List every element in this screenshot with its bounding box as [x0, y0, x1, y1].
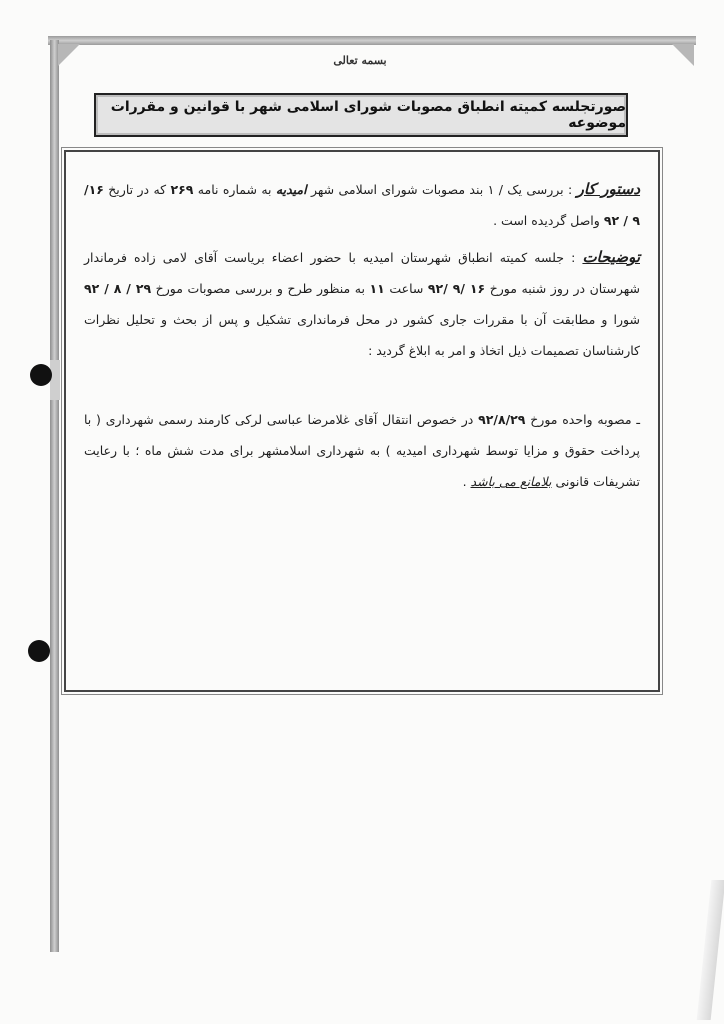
resolution-verdict: بلامانع می باشد — [470, 474, 552, 489]
frame-top-border — [48, 36, 696, 45]
explanations-paragraph — [84, 242, 640, 366]
agenda-date: ۱۶/ ۹ / ۹۲ — [84, 182, 640, 228]
agenda-text-4: واصل گردیده است . — [493, 213, 600, 228]
explanations-date: ۱۶ /۹ /۹۲ — [427, 281, 486, 296]
explanations-text-2: ساعت — [389, 281, 424, 296]
explanations-text-3: به منظور طرح و بررسی مصوبات مورخ — [155, 281, 365, 296]
agenda-heading: دستور کار — [576, 180, 641, 198]
frame-corner-right — [672, 44, 694, 66]
explanations-text-1: : جلسه کمیته انطباق شهرستان امیدیه با حضور اعضاء بریاست آقای لامی زاده فرماندار شهرستان در روز شنبه مورخ — [84, 250, 640, 296]
title-box — [94, 93, 628, 137]
agenda-text-1: : بررسی یک / ۱ بند مصوبات شورای اسلامی شهر — [310, 182, 573, 197]
resolution-date: ۹۲/۸/۲۹ — [478, 412, 526, 427]
agenda-text-2: به شماره نامه — [197, 182, 272, 197]
agenda-paragraph — [84, 174, 640, 236]
resolution-paragraph — [84, 404, 640, 497]
explanations-heading: توضیحات — [582, 248, 640, 266]
hole-shadow — [50, 360, 60, 400]
frame-corner-left — [58, 44, 80, 66]
punch-hole-upper — [30, 364, 52, 386]
resolution-text-1: ـ مصوبه واحده مورخ — [530, 412, 640, 427]
resolution-text-2: در خصوص انتقال آقای غلامرضا عباسی لرکی کارمند رسمی شهرداری ( با پرداخت حقوق و مزایا توسط شهرداری امیدیه ) به شهرداری اسلامشهر برای مدت شش ماه ؛ با رعایت تشریفات قانونی — [84, 412, 640, 489]
agenda-text-3: که در تاریخ — [108, 182, 167, 197]
document-title: صورتجلسه کمیته انطباق مصوبات شورای اسلامی شهر با قوانین و مقررات موضوعه — [110, 99, 626, 131]
agenda-letter-number: ۲۶۹ — [170, 182, 194, 197]
explanations-approvals-date: ۲۹ / ۸ / ۹۲ — [84, 281, 152, 296]
content-box — [64, 150, 660, 692]
frame-left-border — [50, 40, 59, 952]
page-edge-fold — [697, 880, 724, 1020]
resolution-end: . — [462, 474, 467, 489]
explanations-time: ۱۱ — [369, 281, 385, 296]
punch-hole-lower — [28, 640, 50, 662]
basmala-header: بسمه تعالی — [333, 54, 387, 67]
agenda-city: امیدیه — [275, 182, 307, 197]
explanations-text-4: شورا و مطابقت آن با مقررات جاری کشور در محل فرمانداری تشکیل و پس از بحث و تحلیل نظرات کارشناسان تصمیمات ذیل اتخاذ و امر به ابلاغ گردید : — [84, 312, 640, 358]
